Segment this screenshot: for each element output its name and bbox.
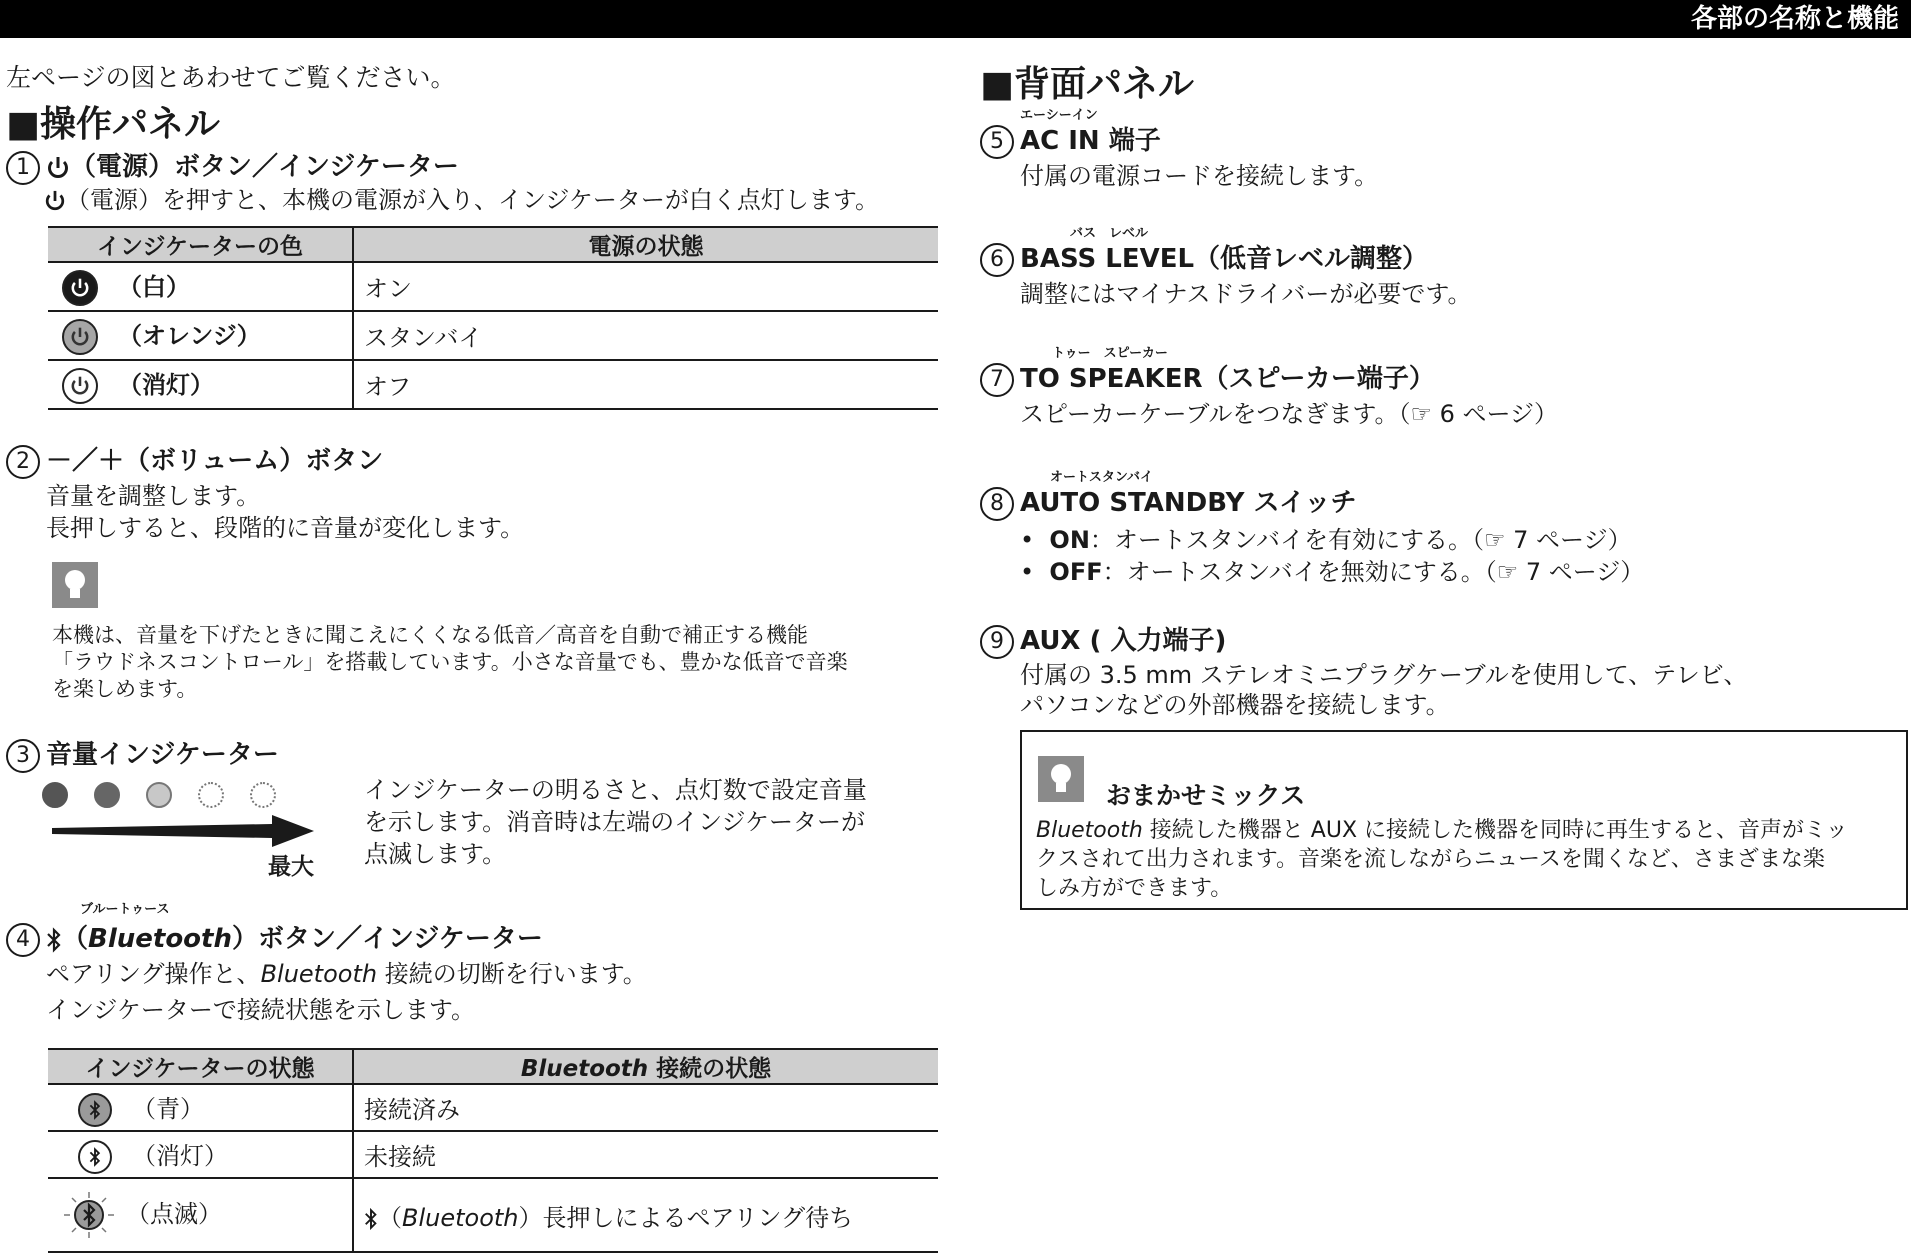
table-header-bluetooth-state: Bluetooth 接続の状態: [353, 1049, 938, 1084]
bluetooth-icon: [78, 1093, 112, 1127]
bluetooth-indicator-table: [48, 1048, 938, 1253]
item2-title: －／＋（ボリューム）ボタン: [46, 446, 384, 476]
front-section-title: ■操作パネル: [6, 104, 221, 145]
table-row: （点滅） （Bluetooth）長押しによるペアリング待ち: [48, 1178, 938, 1252]
power-icon: [62, 368, 98, 404]
hint-lightbulb-icon: [52, 562, 98, 612]
indicator-dot: [42, 782, 68, 808]
bluetooth-icon: [46, 924, 62, 954]
bluetooth-icon: [364, 1204, 378, 1232]
page-header-bar: [0, 0, 1911, 38]
item4-number: 4: [6, 923, 40, 957]
item2-heading: [6, 440, 383, 479]
page-header-title: 各部の名称と機能: [1690, 4, 1899, 34]
indicator-dot: [250, 782, 276, 808]
item5-ruby: エーシーイン: [1020, 108, 1098, 123]
item3-title: 音量インジケーター: [46, 740, 279, 770]
power-icon: [62, 319, 98, 355]
item4-ruby: ブルートゥース: [80, 902, 170, 917]
indicator-dot: [146, 782, 172, 808]
item7-description: スピーカーケーブルをつなぎます。（☞ 6 ページ）: [1020, 400, 1559, 428]
table-row: （白） オン: [48, 262, 938, 311]
power-indicator-table: [48, 226, 938, 410]
item5-description: 付属の電源コードを接続します。: [1020, 162, 1379, 190]
item6-ruby: バス レベル: [1070, 226, 1149, 241]
info-box-title: おまかせミックス: [1106, 781, 1306, 810]
table-header-color: インジケーターの色: [48, 227, 353, 262]
bluetooth-icon: [78, 1140, 112, 1174]
table-row: （消灯） オフ: [48, 360, 938, 409]
indicator-dot: [198, 782, 224, 808]
item1-title: （電源）ボタン／インジケーター: [70, 152, 459, 182]
item7-ruby: トゥー スピーカー: [1052, 346, 1168, 361]
item9-description: 付属の 3.5 mm ステレオミニプラグケーブルを使用して、テレビ、 パソコンなどの外部機器を接続します。: [1020, 661, 1748, 719]
item5-title: AC IN 端子: [1020, 126, 1161, 156]
item1-description: （電源）を押すと、本機の電源が入り、インジケーターが白く点灯します。: [44, 184, 879, 216]
table-header-power-state: 電源の状態: [353, 227, 938, 262]
item4-line2: インジケーターで接続状態を示します。: [46, 996, 475, 1024]
power-icon: [44, 186, 66, 214]
item4-line1: ペアリング操作と、Bluetooth 接続の切断を行います。: [46, 960, 647, 988]
item3-heading: [6, 734, 279, 773]
item8-title: AUTO STANDBY スイッチ: [1020, 488, 1357, 518]
hint-note: 本機は、音量を下げたときに聞こえにくくなる低音／高音を自動で補正する機能 「ラウドネスコントロール」を搭載しています。小さな音量でも、豊かな低音で音楽 を楽しめます。: [52, 623, 848, 701]
info-box-omakase-mix: [1020, 730, 1908, 910]
volume-indicator-dots: [42, 782, 302, 808]
item6-heading: 6 BASS LEVEL（低音レベル調整）: [980, 238, 1428, 277]
item9-title: AUX ( 入力端子): [1020, 626, 1227, 656]
item7-title: TO SPEAKER（スピーカー端子）: [1020, 364, 1435, 394]
info-box-text: Bluetooth 接続した機器と AUX に接続した機器を同時に再生すると、音声がミッ クスされて出力されます。音楽を流しながらニュースを聞くなど、さまざまな楽 しみ方ができます。: [1036, 818, 1848, 901]
table-row: （青） 接続済み: [48, 1084, 938, 1131]
volume-max-label: 最大: [268, 854, 314, 880]
item7-heading: 7 TO SPEAKER（スピーカー端子）: [980, 358, 1435, 397]
item8-heading: 8 AUTO STANDBY スイッチ: [980, 482, 1356, 521]
item2-line1: 音量を調整します。: [46, 482, 261, 510]
item8-bullet-off: • OFF：オートスタンバイを無効にする。（☞ 7 ページ）: [1020, 558, 1645, 586]
indicator-dot: [94, 782, 120, 808]
item3-number: 3: [6, 739, 40, 773]
item1-number: 1: [6, 151, 40, 185]
volume-arrow-icon: [52, 815, 314, 851]
table-header-indicator-status: インジケーターの状態: [48, 1049, 353, 1084]
item6-title: BASS LEVEL（低音レベル調整）: [1020, 244, 1429, 274]
item8-bullet-on: • ON：オートスタンバイを有効にする。（☞ 7 ページ）: [1020, 526, 1632, 554]
item6-description: 調整にはマイナスドライバーが必要です。: [1020, 280, 1472, 308]
item4-heading: 4 （Bluetooth）ボタン／インジケーター: [6, 918, 543, 957]
item9-heading: 9 AUX ( 入力端子): [980, 620, 1226, 659]
intro-text: 左ページの図とあわせてご覧ください。: [6, 63, 456, 92]
item3-description: インジケーターの明るさと、点灯数で設定音量 を示します。消音時は左端のインジケーターが 点滅します。: [364, 776, 867, 868]
item2-line2: 長押しすると、段階的に音量が変化します。: [46, 514, 525, 542]
item1-heading: [6, 146, 459, 185]
table-row: （オレンジ） スタンバイ: [48, 311, 938, 360]
bluetooth-blinking-icon: [58, 1190, 120, 1240]
power-icon: [46, 152, 70, 182]
rear-section-title: ■背面パネル: [980, 64, 1195, 105]
table-row: （消灯） 未接続: [48, 1131, 938, 1178]
item8-ruby: オートスタンバイ: [1050, 470, 1153, 485]
hint-lightbulb-icon: [1038, 756, 1084, 806]
power-icon: [62, 270, 98, 306]
item5-heading: 5 AC IN 端子: [980, 120, 1161, 159]
item2-number: 2: [6, 445, 40, 479]
